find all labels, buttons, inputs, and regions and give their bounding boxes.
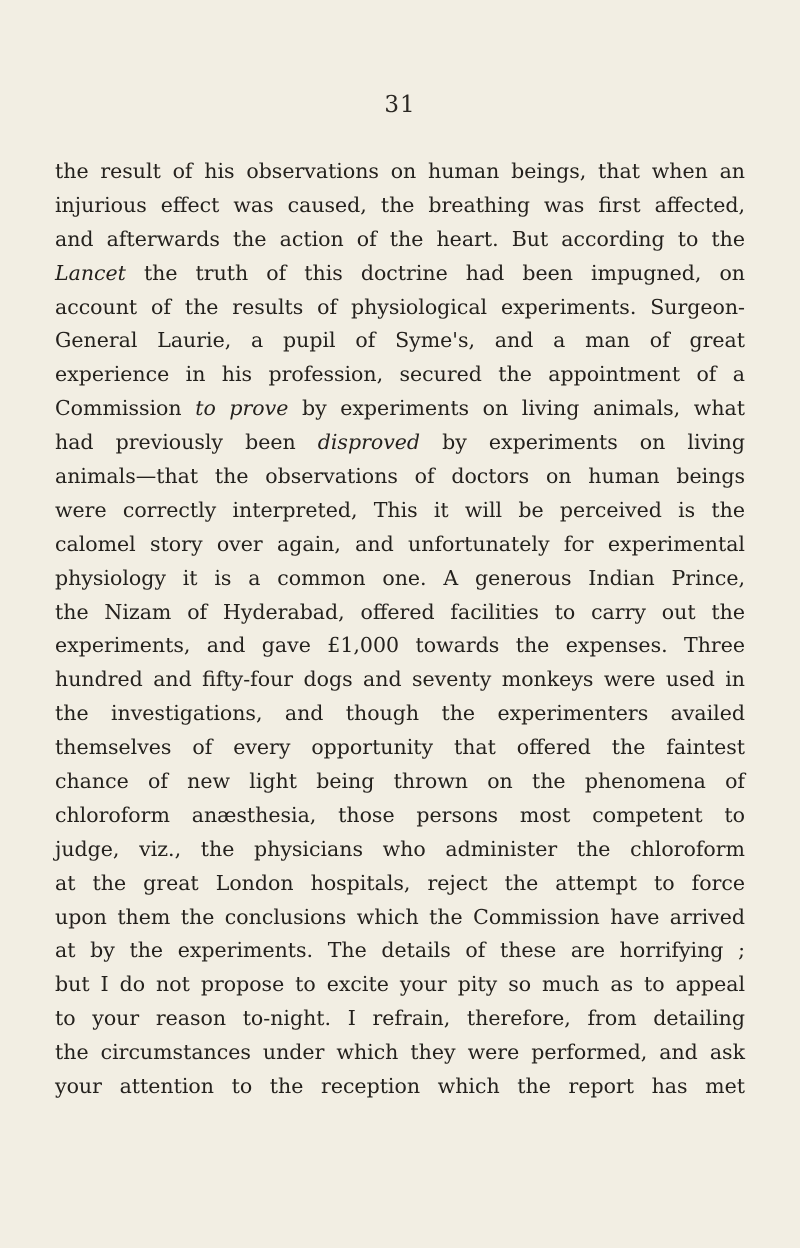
- text-line: the circumstances under which they were performed, and ask: [55, 1040, 745, 1065]
- text-line: experiments, and gave £1,000 towards the expenses. Three: [55, 633, 745, 658]
- text-line: chance of new light being thrown on the phenomena of: [55, 769, 745, 794]
- text-line-italic: had previously been disproved by experiments on living: [55, 430, 745, 455]
- text-line: animals—that the observations of doctors on human beings: [55, 464, 745, 489]
- text-line: General Laurie, a pupil of Syme's, and a man of great: [55, 328, 745, 353]
- text-line: judge, viz., the physicians who administer the chloroform: [55, 836, 745, 861]
- text-line: and afterwards the action of the heart. But according to the: [55, 226, 745, 251]
- text-line: hundred and fifty-four dogs and seventy monkeys were used in: [55, 667, 745, 692]
- italic-phrase: disproved: [317, 430, 421, 455]
- text-line: chloroform anæsthesia, those persons most competent to: [55, 802, 745, 827]
- text-line: upon them the conclusions which the Commission have arrived: [55, 904, 745, 929]
- page-number: 31: [384, 92, 416, 118]
- text-line: your attention to the reception which the report has met: [55, 1074, 745, 1099]
- text-line: the Nizam of Hyderabad, offered facilities to carry out the: [55, 599, 745, 624]
- text-line-italic: Lancet the truth of this doctrine had been impugned, on: [55, 260, 745, 285]
- text-line: at the great London hospitals, reject the attempt to force: [55, 870, 745, 895]
- text-line: were correctly interpreted, This it will be perceived is the: [55, 497, 745, 522]
- text-line: the result of his observations on human beings, that when an: [55, 159, 745, 183]
- text-line: at by the experiments. The details of these are horrifying ;: [55, 938, 745, 963]
- text-line: account of the results of physiological experiments. Surgeon-: [55, 294, 745, 319]
- body-text: [55, 155, 745, 1104]
- text-line: calomel story over again, and unfortunately for experimental: [55, 531, 745, 556]
- italic-phrase: Lancet: [55, 260, 126, 285]
- text-line: physiology it is a common one. A generous Indian Prince,: [55, 565, 745, 590]
- text-line: themselves of every opportunity that offered the faintest: [55, 735, 745, 760]
- text-line: to your reason to-night. I refrain, therefore, from detailing: [55, 1006, 745, 1031]
- text-line: experience in his profession, secured the appointment of a: [55, 362, 745, 387]
- text-line: but I do not propose to excite your pity so much as to appeal: [55, 972, 745, 997]
- text-line: injurious effect was caused, the breathing was first affected,: [55, 192, 745, 217]
- text-line: the investigations, and though the experimenters availed: [55, 701, 745, 726]
- text-line-italic: Commission to prove by experiments on living animals, what: [55, 396, 745, 421]
- italic-phrase: to prove: [195, 396, 289, 421]
